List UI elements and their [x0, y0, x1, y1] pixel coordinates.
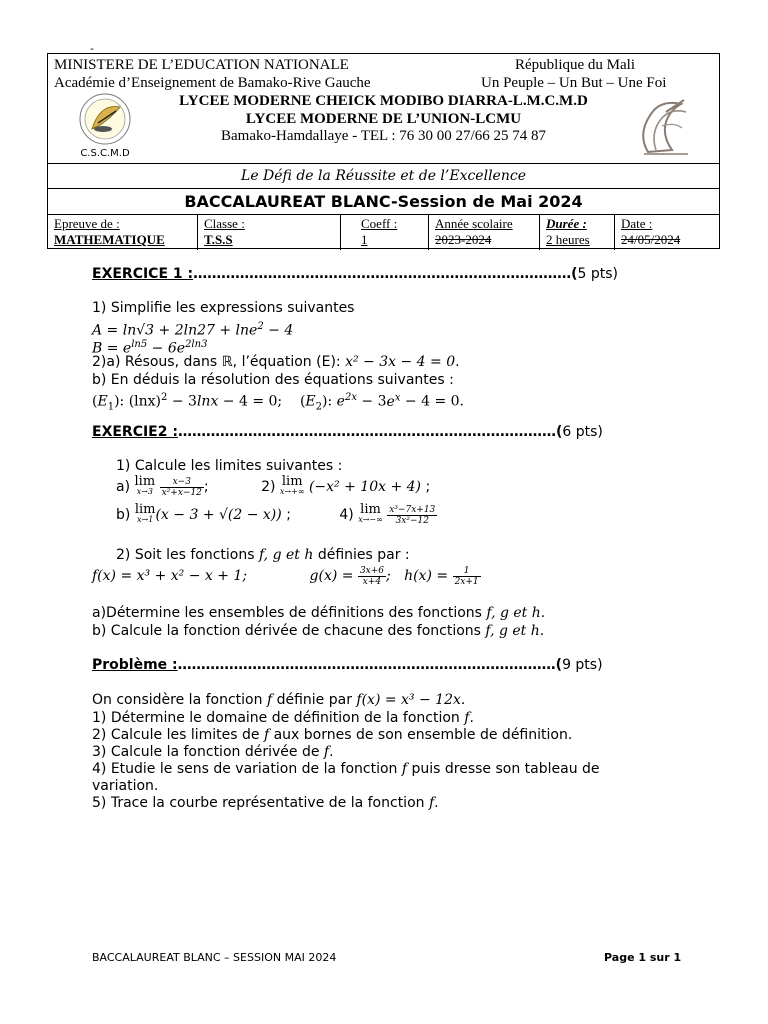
header-top	[48, 54, 719, 164]
problem-q5-text: 5) Trace la courbe représentative de la fonction	[92, 795, 425, 811]
nation-motto: Un Peuple – Un But – Une Foi	[481, 75, 667, 91]
exercise-2-points: 6 pts)	[562, 424, 603, 440]
exercise-1-heading	[92, 266, 618, 283]
dash-mark: -	[90, 42, 94, 55]
ex2-q2-text: 2) Soit les fonctions	[116, 547, 255, 563]
logo-left-text: C.S.C.M.D	[80, 148, 130, 159]
info-coeff	[341, 215, 429, 250]
problem-q3-text: 3) Calcule la fonction dérivée de	[92, 744, 320, 760]
ex2-qa-fns: f, g et h	[486, 605, 541, 621]
info-duree	[540, 215, 615, 250]
problem-intro: On considère la fonction f définie par f(x) = x³ − 12x.	[92, 692, 466, 708]
problem-q1-text: 1) Détermine le domaine de définition de la fonction	[92, 710, 460, 726]
problem-heading	[92, 657, 603, 674]
motto: Le Défi de la Réussite et de l’Excellence	[48, 164, 719, 189]
problem-q4: 4) Etudie le sens de variation de la fonction f puis dresse son tableau de	[92, 761, 600, 777]
limit-b: lim x→1	[134, 502, 156, 524]
ex1-q2a-text: 2)a) Résous, dans ℝ, l’équation (E):	[92, 354, 341, 370]
exam-title: BACCALAUREAT BLANC-Session de Mai 2024	[48, 189, 719, 215]
problem-points: 9 pts)	[562, 657, 603, 673]
epreuve-label: Epreuve de :	[54, 216, 120, 231]
exercise-1-title: EXERCICE 1 :	[92, 266, 194, 282]
problem-q2: 2) Calcule les limites de f aux bornes de son ensemble de définition.	[92, 727, 573, 743]
problem-q4-text-a: 4) Etudie le sens de variation de la fonction	[92, 761, 398, 777]
exercise-2-heading	[92, 424, 603, 441]
limit-a: lim x→3	[134, 474, 156, 496]
ex2-limits-row-1: a) lim x→3 $\frac{x-3}{\text{x²+x−12}}$ ; 2) lim x→+∞ (−x² + 10x + 4) ;	[116, 474, 431, 498]
exercise-2-dots: ………………………………………………………………………(	[177, 424, 563, 440]
duree-value: 2 heures	[546, 232, 590, 247]
ex2-qb-text: b) Calcule la fonction dérivée de chacune des fonctions	[92, 623, 481, 639]
problem-q2-text-a: 2) Calcule les limites de	[92, 727, 260, 743]
info-epreuve	[48, 215, 198, 250]
annee-label: Année scolaire	[435, 216, 513, 231]
problem-q4-text-b: puis dresse son tableau de	[411, 761, 600, 777]
coeff-value: 1	[361, 232, 368, 247]
footer-left: BACCALAUREAT BLANC – SESSION MAI 2024	[92, 951, 337, 964]
ex1-question-2b: b) En déduis la résolution des équations suivantes :	[92, 372, 454, 388]
classe-label: Classe :	[204, 216, 245, 231]
ex2-question-2	[116, 547, 410, 564]
coeff-label: Coeff :	[361, 216, 398, 231]
problem-q3: 3) Calcule la fonction dérivée de f.	[92, 744, 334, 760]
ex1-question-1: 1) Simplifie les expressions suivantes	[92, 300, 355, 316]
problem-intro-text-2: définie par	[276, 692, 352, 708]
ex2-question-a: a)Détermine les ensembles de définitions des fonctions f, g et h.	[92, 605, 546, 621]
ministry: MINISTERE DE L’EDUCATION NATIONALE	[54, 57, 349, 73]
academy: Académie d’Enseignement de Bamako-Rive Gauche	[54, 75, 371, 91]
exam-info-row	[48, 215, 719, 250]
info-classe	[198, 215, 341, 250]
ex1-question-2a	[92, 354, 460, 371]
exercise-2-title: EXERCIE2 :	[92, 424, 178, 440]
problem-intro-text: On considère la fonction	[92, 692, 263, 708]
school-name-1: LYCEE MODERNE CHEICK MODIBO DIARRA-L.M.C.M.D	[179, 93, 588, 109]
problem-dots: ………………………………………………………………………(	[177, 657, 563, 673]
ex2-q2-fns: f, g et h	[258, 547, 314, 563]
ex2-qa-text: a)Détermine les ensembles de définitions des fonctions	[92, 605, 482, 621]
info-date	[615, 215, 721, 250]
ex1-expression-b: $B = e^{ln5} - 6e^{2ln3}$	[92, 339, 208, 357]
limit-a-fraction: $\frac{x-3}{\text{x²+x−12}}$	[161, 476, 202, 498]
ex2-question-1: 1) Calcule les limites suivantes :	[116, 458, 343, 474]
ex2-q2-end: définies par :	[317, 547, 410, 563]
exercise-1-points: 5 pts)	[577, 266, 619, 282]
exercise-1-dots: ………………………………………………………………………(	[193, 266, 578, 282]
problem-q1: 1) Détermine le domaine de définition de la fonction f.	[92, 710, 474, 726]
problem-title: Problème :	[92, 657, 178, 673]
ex2-question-b: b) Calcule la fonction dérivée de chacune des fonctions f, g et h.	[92, 623, 545, 639]
problem-q5: 5) Trace la courbe représentative de la fonction f.	[92, 795, 439, 811]
annee-value: 2023-2024	[435, 232, 492, 247]
school-address: Bamako-Hamdallaye - TEL : 76 30 00 27/66 25 74 87	[221, 128, 546, 144]
ex2-qb-fns: f, g et h	[485, 623, 540, 639]
footer-page-number: Page 1 sur 1	[604, 951, 682, 964]
duree-label: Durée :	[546, 216, 587, 231]
ex1-q2a-equation: x² − 3x − 4 = 0.	[345, 354, 460, 370]
ex2-function-defs: f(x) = x³ + x² − x + 1; g(x) = $\frac{3x+6}{x+4}$ ; h(x) = $\frac{1}{2x+1}$	[92, 565, 479, 587]
date-label: Date :	[621, 216, 653, 231]
date-value: 24/05/2024	[621, 232, 681, 247]
limit-4: lim x→−∞	[358, 502, 383, 524]
problem-q4-continued: variation.	[92, 778, 159, 794]
school-logo-left	[70, 91, 140, 163]
ex1-expression-a: A = ln√3 + 2ln27 + lne$^2$ − 4	[92, 321, 294, 339]
school-logo-right	[626, 92, 706, 162]
info-annee	[429, 215, 540, 250]
classe-value: T.S.S	[204, 232, 233, 247]
epreuve-value: MATHEMATIQUE	[54, 232, 165, 247]
ex2-limits-row-2: b) lim x→1 (x − 3 + √(2 − x)) ; 4) lim x→−∞ $\frac{\text{x³−7x+13}}{\text{3x²−12}}$	[116, 502, 436, 526]
limit-2: lim x→+∞	[279, 474, 305, 496]
header-box	[47, 53, 720, 249]
limit-4-fraction: $\frac{\text{x³−7x+13}}{\text{3x²−12}}$	[389, 504, 436, 526]
school-name-2: LYCEE MODERNE DE L’UNION-LCMU	[245, 111, 522, 127]
republic: République du Mali	[515, 57, 635, 73]
ex1-equations: $(E_1)$: $(\ln x)^2 - 3\ln x - 4 = 0$; $(E_2)$: $e^{2x} - 3e^x - 4 = 0$.	[92, 392, 464, 413]
problem-q2-text-b: aux bornes de son ensemble de définition.	[273, 727, 573, 743]
